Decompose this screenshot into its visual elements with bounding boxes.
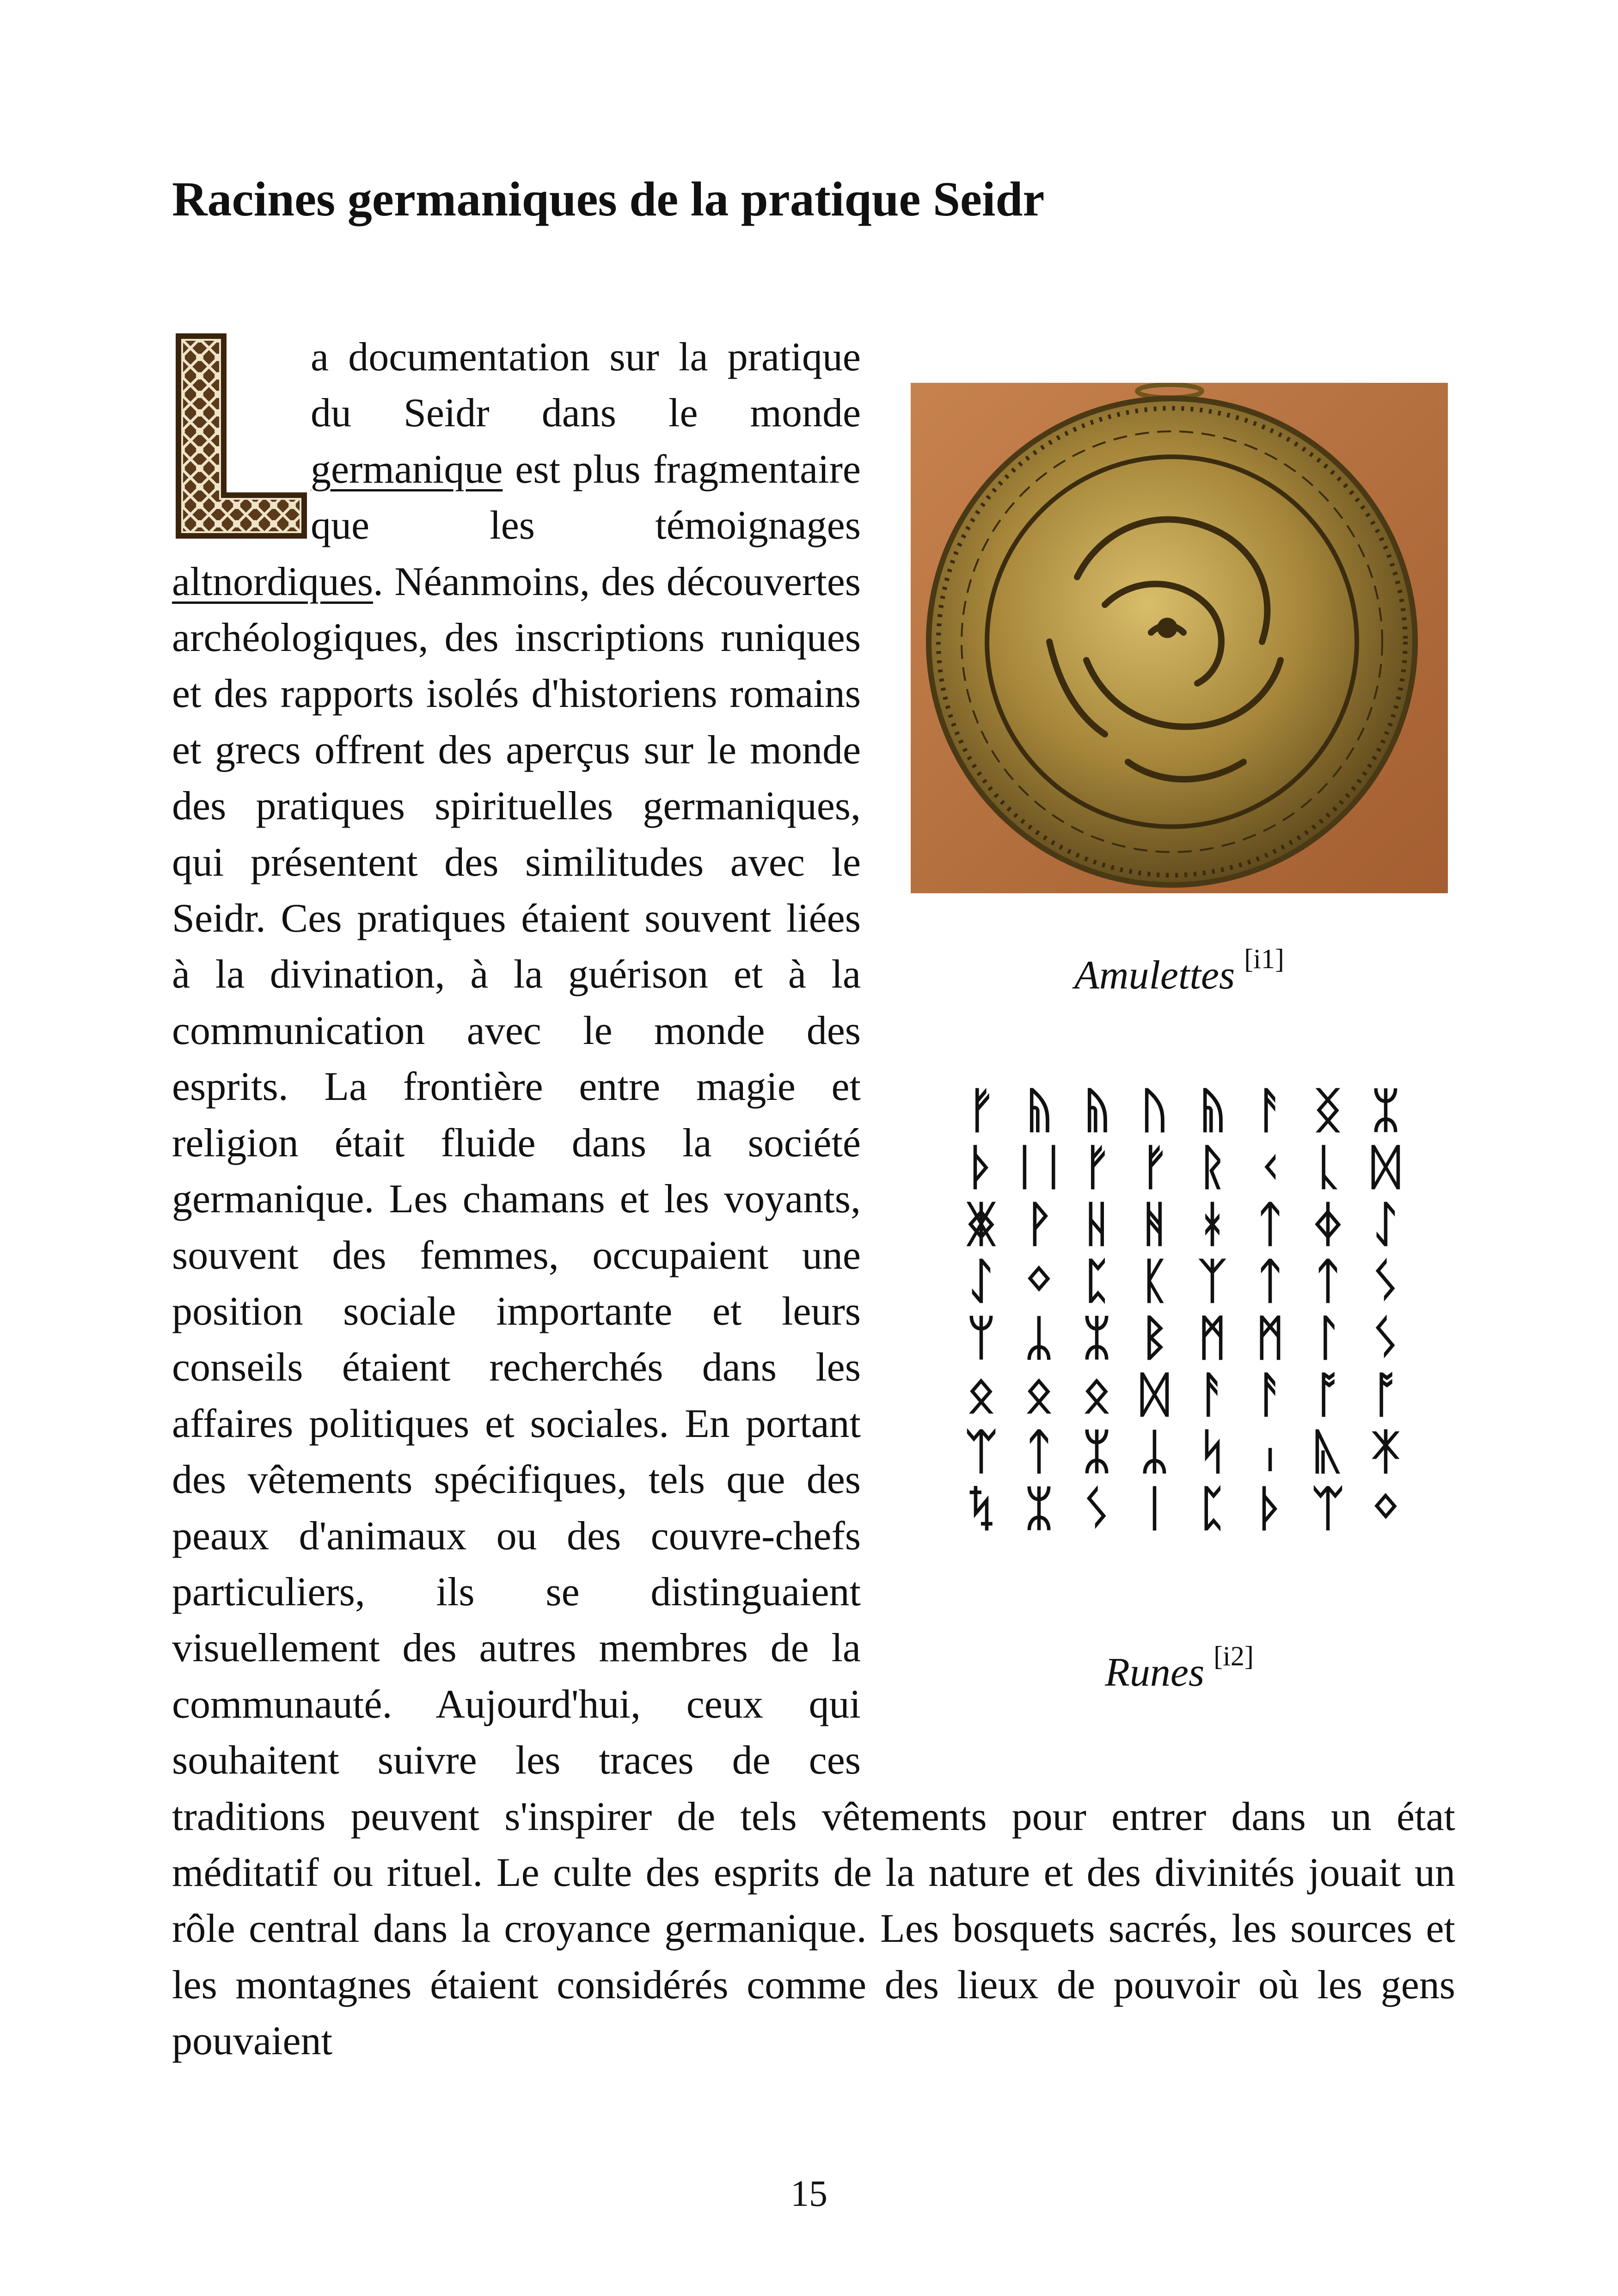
rune-glyph: ᚨ: [1256, 1366, 1285, 1423]
rune-glyph: ᚻ: [1140, 1196, 1169, 1252]
figure-caption-runes: [911, 1640, 1448, 1696]
rune-glyph: ᛦ: [1024, 1309, 1054, 1366]
rune-glyph: ᚢ: [1140, 1082, 1169, 1138]
rune-glyph: ᛋ: [1198, 1423, 1227, 1480]
rune-glyph: ᛦ: [1140, 1423, 1169, 1480]
rune-glyph: ᛜ: [1024, 1252, 1054, 1309]
rune-glyph: ᚱ: [1198, 1139, 1227, 1195]
rune-glyph: ᚣ: [1313, 1423, 1342, 1480]
rune-glyph: ᛉ: [1198, 1252, 1227, 1309]
rune-glyph: ᚩ: [1313, 1366, 1342, 1423]
rune-glyph: ᛡ: [1371, 1423, 1400, 1480]
rune-glyph: ᛏ: [1024, 1423, 1054, 1480]
reference-marker[interactable]: [i2]: [1214, 1641, 1254, 1671]
rune-glyph: ᛁ: [1140, 1480, 1169, 1536]
rune-glyph: ᛊ: [1371, 1252, 1400, 1309]
rune-glyph: ᚥ: [1082, 1082, 1111, 1138]
rune-glyph: ᛕ: [1140, 1252, 1169, 1309]
rune-glyph: ᚳ: [1313, 1139, 1342, 1195]
rune-glyph: ᛠ: [967, 1423, 996, 1480]
rune-glyph: ᛞ: [1371, 1139, 1400, 1195]
rune-glyph: ᛇ: [1371, 1196, 1400, 1252]
dropcap-illuminated-letter: [172, 330, 311, 547]
rune-glyph: ᛧ: [1256, 1423, 1285, 1480]
rune-glyph: ᛠ: [1313, 1480, 1342, 1536]
rune-glyph: ᚼ: [1198, 1196, 1227, 1252]
rune-glyph: ᛊ: [1082, 1480, 1111, 1536]
rune-glyph: ᚹ: [1024, 1196, 1054, 1252]
rune-glyph: ᛗ: [1198, 1309, 1227, 1366]
rune-glyph: ᛯ: [1024, 1480, 1054, 1536]
rune-glyph: ᛒ: [1140, 1309, 1169, 1366]
paragraph-intro: a documentation sur la pratique du Seidr dans le monde: [311, 335, 861, 436]
rune-glyph: ᛁᛁ: [1010, 1139, 1068, 1195]
rune-glyph: ᛏ: [1256, 1252, 1285, 1309]
rune-glyph: ᚦ: [967, 1139, 996, 1195]
amulet-image: [911, 383, 1448, 893]
paragraph-mid: est plus fragmentaire que les témoignages: [311, 447, 861, 548]
figure-caption-amulettes: [911, 943, 1448, 999]
rune-glyph: ᛯ: [1082, 1423, 1111, 1480]
rune-glyph: ᚺ: [1082, 1196, 1111, 1252]
rune-glyph: ᛞ: [1140, 1366, 1169, 1423]
rune-glyph: ᚲ: [1256, 1139, 1285, 1195]
rune-glyph: ᚦ: [1256, 1480, 1285, 1536]
runes-chart: [952, 1082, 1415, 1549]
rune-glyph: ᚥ: [1024, 1082, 1054, 1138]
rune-glyph: ᚥ: [1198, 1082, 1227, 1138]
rune-glyph: ᛯ: [1371, 1082, 1400, 1138]
rune-glyph: ᚨ: [1198, 1366, 1227, 1423]
rune-glyph: ᛏ: [1313, 1252, 1342, 1309]
rune-glyph: ᛪ: [967, 1480, 996, 1536]
link-altnordiques[interactable]: altnordiques: [172, 559, 374, 604]
caption-text: Amulettes: [1074, 953, 1235, 998]
rune-glyph: ᚨ: [1256, 1082, 1285, 1138]
rune-grid: [952, 1082, 1415, 1537]
caption-text: Runes: [1105, 1650, 1205, 1695]
rune-glyph: ᛘ: [967, 1309, 996, 1366]
rune-glyph: ᚠ: [1140, 1139, 1169, 1195]
rune-glyph: ᛟ: [1082, 1366, 1111, 1423]
page-title: Racines germaniques de la pratique Seidr: [172, 172, 1045, 226]
rune-glyph: ᚠ: [1082, 1139, 1111, 1195]
rune-glyph: ᛈ: [1198, 1480, 1227, 1536]
rune-glyph: ᛤ: [967, 1196, 996, 1252]
page-number: 15: [791, 2173, 827, 2214]
reference-marker[interactable]: [i1]: [1244, 944, 1284, 974]
rune-glyph: ᛈ: [1082, 1252, 1111, 1309]
rune-glyph: ᚠ: [967, 1082, 996, 1138]
rune-glyph: ᛚ: [1313, 1309, 1342, 1366]
rune-glyph: ᛝ: [1313, 1082, 1342, 1138]
rune-glyph: ᛊ: [1371, 1309, 1400, 1366]
top-spacer: [172, 0, 1455, 329]
rune-glyph: ᚩ: [1371, 1366, 1400, 1423]
rune-glyph: ᛜ: [1371, 1480, 1400, 1536]
paragraph-rest: . Néanmoins, des découvertes archéologiques, des inscriptions runiques et des rapports isolés d'historiens romains et grecs offrent des aperçus sur le monde des pratiques spirituelles germaniques, qui présentent des similitudes avec le Seidr. Ces pratiques étaient souvent liées à la divination, à la guérison et à la communication avec le monde des esprits. La frontière entre magie et religion était fluide dans la société germanique. Les chamans et les voyants, souvent des femmes, occupaient une position sociale importante et leurs conseils étaient recherchés dans les affaires politiques et sociales. En portant des vêtements spécifiques, tels que des peaux d'animaux ou des couvre-chefs particuliers, ils se distinguaient visuellement des autres membres de la communauté. Aujourd'hui, ceux qui souhaitent suivre les traces de ces traditions peuvent s'inspirer de tels vêtements pour entrer dans un état méditatif ou rituel. Le culte des esprits de la nature et des divinités jouait un rôle central dans la croyance germanique. Les bosquets sacrés, les sources et les montagnes étaient considérés comme des lieux de pouvoir où les gens pouvaient: [172, 559, 1455, 2064]
rune-glyph: ᛟ: [967, 1366, 996, 1423]
rune-glyph: ᛏ: [1256, 1196, 1285, 1252]
rune-glyph: ᛯ: [1082, 1309, 1111, 1366]
rune-glyph: ᛄ: [1313, 1196, 1342, 1252]
link-germanique[interactable]: germanique: [311, 447, 503, 492]
rune-glyph: ᛗ: [1256, 1309, 1285, 1366]
rune-glyph: ᛟ: [1024, 1366, 1054, 1423]
rune-glyph: ᛇ: [967, 1252, 996, 1309]
